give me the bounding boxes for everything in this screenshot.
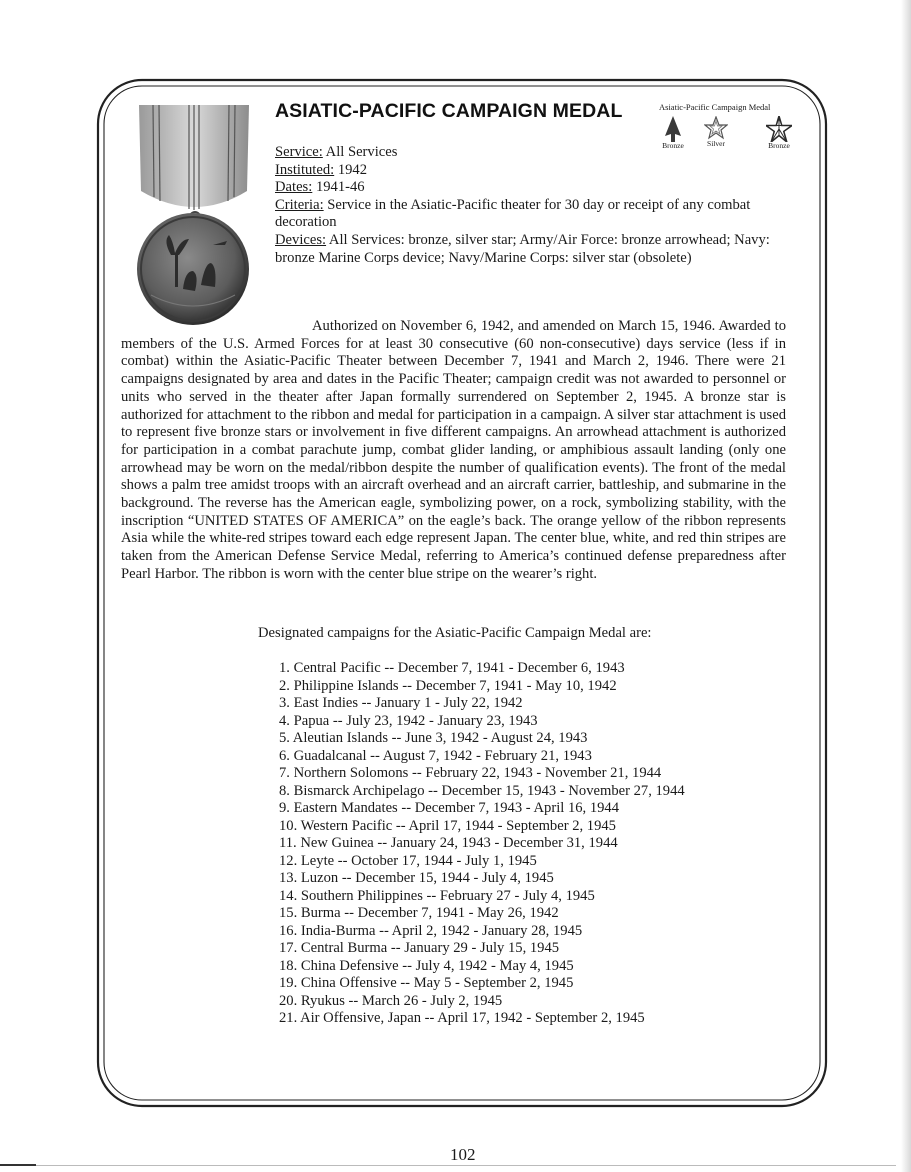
devices-caption: Asiatic-Pacific Campaign Medal	[659, 102, 771, 112]
star-outline-icon	[704, 116, 728, 140]
list-item: 12. Leyte -- October 17, 1944 - July 1, 1945	[279, 852, 537, 869]
list-item: 7. Northern Solomons -- February 22, 1943 - November 21, 1944	[279, 765, 662, 781]
list-item: 18. China Defensive -- July 4, 1942 - May 4, 1945	[279, 957, 574, 974]
list-item: 4. Papua -- July 23, 1942 - January 23, 1943	[279, 712, 538, 729]
list-item: 13. Luzon -- December 15, 1944 - July 4, 1945	[279, 870, 554, 886]
page-edge-shadow	[901, 0, 911, 1172]
list-item: 9. Eastern Mandates -- December 7, 1943 - April 16, 1944	[279, 800, 620, 816]
campaign-list	[279, 660, 685, 1028]
service-row	[275, 144, 805, 162]
devices-row	[275, 232, 805, 267]
list-item: 21. Air Offensive, Japan -- April 17, 1942 - September 2, 1945	[279, 1010, 645, 1026]
list-item: 15. Burma -- December 7, 1941 - May 26, 1942	[279, 905, 559, 921]
instituted-value: 1942	[334, 161, 368, 178]
criteria-value: Service in the Asiatic-Pacific theater for 30 day or receipt of any combat decoration	[275, 196, 751, 231]
medal-metadata	[275, 144, 805, 267]
device-label: Bronze	[662, 141, 684, 150]
star-icon	[766, 116, 792, 142]
list-item: 17. Central Burma -- January 29 - July 15, 1945	[279, 940, 560, 956]
criteria-key: Criteria:	[275, 196, 324, 213]
medal-image	[131, 105, 259, 327]
list-item: 19. China Offensive -- May 5 - September 2, 1945	[279, 975, 574, 991]
list-item: 20. Ryukus -- March 26 - July 2, 1945	[279, 992, 503, 1009]
device-label: Bronze	[768, 141, 790, 150]
arrowhead-icon	[665, 116, 681, 142]
campaigns-intro: Designated campaigns for the Asiatic-Pacific Campaign Medal are:	[258, 625, 652, 641]
list-item: 16. India-Burma -- April 2, 1942 - January 28, 1945	[279, 922, 583, 939]
list-item: 3. East Indies -- January 1 - July 22, 1942	[279, 695, 523, 711]
service-key: Service:	[275, 144, 323, 160]
page-title: ASIATIC-PACIFIC CAMPAIGN MEDAL	[275, 100, 623, 122]
instituted-row	[275, 162, 805, 180]
devices-value: All Services: bronze, silver star; Army/Air Force: bronze arrowhead; Navy: bronze Marine Corps device; Navy/Marine Corps: silver star (obsolete)	[275, 231, 770, 266]
list-item: 2. Philippine Islands -- December 7, 1941 - May 10, 1942	[279, 677, 617, 694]
list-item: 1. Central Pacific -- December 7, 1941 - December 6, 1943	[279, 660, 625, 676]
instituted-key: Instituted:	[275, 161, 335, 178]
device-label: Silver	[707, 139, 725, 148]
description-paragraph: Authorized on November 6, 1942, and amended on March 15, 1946. Awarded to members of the U.S. Armed Forces for at least 30 consecutive (60 non-consecutive) days service (less if in combat) within the Asiatic-Pacific Theater between December 7, 1941 and March 2, 1946. There were 21 campaigns designated by area and dates in the Pacific Theater; campaign credit was not awarded to personnel or units who served in the theater after Japan formally surrendered on September 2, 1945. A bronze star is authorized for attachment to the ribbon and medal for participation in a campaign. A silver star attachment is used to represent five bronze stars or involvement in five different campaigns. An arrowhead attachment is authorized for participation in a combat parachute jump, combat glider landing, or amphibious assault landing (only one arrowhead may be worn on the medal/ribbon despite the number of qualification events). The front of the medal shows a palm tree amidst troops with an aircraft overhead and an aircraft carrier, battleship, and submarine in the background. The reverse has the American eagle, symbolizing power, on a rock, symbolizing stability, with the inscription “UNITED STATES OF AMERICA” on the eagle’s back. The orange yellow of the ribbon represents Asia while the white-red stripes toward each edge represent Japan. The center blue, white, and red thin stripes are taken from the American Defense Service Medal, referring to America’s continued defense preparedness after Pearl Harbor. The ribbon is worn with the center blue stripe on the wearer’s right.	[121, 318, 786, 582]
dates-key: Dates:	[275, 179, 313, 196]
list-item: 10. Western Pacific -- April 17, 1944 - September 2, 1945	[279, 817, 616, 834]
dates-value: 1941-46	[312, 179, 365, 196]
footer-rule	[36, 1165, 896, 1166]
list-item: 8. Bismarck Archipelago -- December 15, 1943 - November 27, 1944	[279, 782, 685, 799]
list-item: 14. Southern Philippines -- February 27 - July 4, 1945	[279, 887, 595, 904]
page-number: 102	[450, 1145, 476, 1164]
footer-rule-left	[0, 1164, 36, 1166]
list-item: 5. Aleutian Islands -- June 3, 1942 - August 24, 1943	[279, 730, 588, 746]
devices-key: Devices:	[275, 231, 327, 248]
service-value: All Services	[322, 144, 398, 160]
list-item: 6. Guadalcanal -- August 7, 1942 - February 21, 1943	[279, 747, 592, 764]
criteria-row	[275, 197, 805, 232]
list-item: 11. New Guinea -- January 24, 1943 - December 31, 1944	[279, 835, 618, 851]
dates-row	[275, 179, 805, 197]
